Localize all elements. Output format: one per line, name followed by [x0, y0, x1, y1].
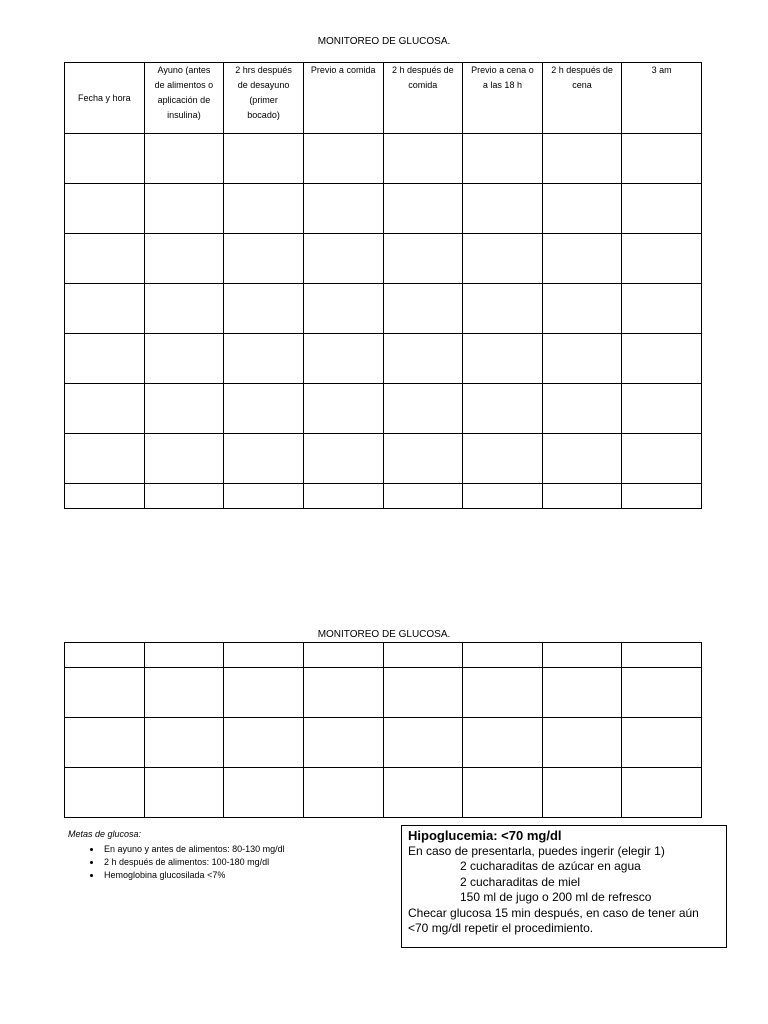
entry-cell[interactable]	[542, 234, 622, 284]
entry-cell[interactable]	[224, 643, 304, 668]
entry-cell[interactable]	[383, 384, 463, 434]
column-header-label: Previo a comida	[310, 65, 376, 75]
entry-cell[interactable]	[144, 643, 224, 668]
entry-cell[interactable]	[463, 234, 543, 284]
entry-cell[interactable]	[65, 718, 145, 768]
entry-cell[interactable]	[383, 134, 463, 184]
entry-cell[interactable]	[65, 484, 145, 509]
entry-cell[interactable]	[65, 184, 145, 234]
entry-cell[interactable]	[383, 184, 463, 234]
entry-cell[interactable]	[542, 434, 622, 484]
entry-cell[interactable]	[144, 718, 224, 768]
entry-cell[interactable]	[144, 768, 224, 818]
entry-cell[interactable]	[622, 384, 702, 434]
table-row	[65, 434, 702, 484]
table-row	[65, 384, 702, 434]
column-header	[622, 63, 702, 134]
entry-cell[interactable]	[463, 718, 543, 768]
column-header	[303, 63, 383, 134]
entry-cell[interactable]	[622, 334, 702, 384]
entry-cell[interactable]	[622, 184, 702, 234]
entry-cell[interactable]	[224, 484, 304, 509]
glucose-goals	[68, 828, 285, 882]
entry-cell[interactable]	[383, 284, 463, 334]
entry-cell[interactable]	[224, 134, 304, 184]
table-row	[65, 643, 702, 668]
entry-cell[interactable]	[303, 384, 383, 434]
entry-cell[interactable]	[383, 643, 463, 668]
entry-cell[interactable]	[144, 284, 224, 334]
table-row	[65, 284, 702, 334]
column-header	[542, 63, 622, 134]
entry-cell[interactable]	[383, 334, 463, 384]
hypoglycemia-option: 150 ml de jugo o 200 ml de refresco	[460, 890, 652, 904]
entry-cell[interactable]	[303, 134, 383, 184]
entry-cell[interactable]	[463, 484, 543, 509]
entry-cell[interactable]	[65, 284, 145, 334]
entry-cell[interactable]	[542, 134, 622, 184]
hypoglycemia-title: Hipoglucemia: <70 mg/dl	[408, 828, 562, 843]
entry-cell[interactable]	[622, 134, 702, 184]
table-row	[65, 184, 702, 234]
entry-cell[interactable]	[383, 434, 463, 484]
entry-cell[interactable]	[65, 234, 145, 284]
table-row	[65, 234, 702, 284]
table-row	[65, 334, 702, 384]
entry-cell[interactable]	[65, 668, 145, 718]
column-header-label: 2 hrs después de desayuno (primer bocado)	[235, 65, 292, 120]
hypoglycemia-option: 2 cucharaditas de azúcar en agua	[460, 859, 641, 873]
entry-cell[interactable]	[463, 384, 543, 434]
entry-cell[interactable]	[542, 643, 622, 668]
entry-cell[interactable]	[383, 668, 463, 718]
entry-cell[interactable]	[622, 643, 702, 668]
entry-cell[interactable]	[463, 768, 543, 818]
entry-cell[interactable]	[622, 668, 702, 718]
table-row	[65, 718, 702, 768]
hypoglycemia-box	[401, 825, 727, 948]
column-header	[65, 63, 145, 134]
entry-cell[interactable]	[303, 234, 383, 284]
column-header-label: 2 h después de cena	[551, 65, 613, 90]
column-header	[224, 63, 304, 134]
entry-cell[interactable]	[622, 768, 702, 818]
list-item: • 2 h después de alimentos: 100-180 mg/dl	[102, 856, 285, 869]
entry-cell[interactable]	[463, 134, 543, 184]
column-header	[383, 63, 463, 134]
entry-cell[interactable]	[224, 184, 304, 234]
entry-cell[interactable]	[65, 768, 145, 818]
entry-cell[interactable]	[383, 234, 463, 284]
entry-cell[interactable]	[303, 643, 383, 668]
entry-cell[interactable]	[622, 434, 702, 484]
entry-cell[interactable]	[65, 134, 145, 184]
column-header	[144, 63, 224, 134]
entry-cell[interactable]	[65, 643, 145, 668]
glucose-log-table-2	[64, 642, 702, 818]
entry-cell[interactable]	[303, 184, 383, 234]
entry-cell[interactable]	[463, 434, 543, 484]
entry-cell[interactable]	[144, 384, 224, 434]
entry-cell[interactable]	[303, 334, 383, 384]
entry-cell[interactable]	[303, 484, 383, 509]
entry-cell[interactable]	[463, 334, 543, 384]
column-header-label: Previo a cena o a las 18 h	[471, 65, 534, 90]
column-header-label: Ayuno (antes de alimentos o aplicación de insulina)	[154, 65, 214, 120]
entry-cell[interactable]	[622, 484, 702, 509]
entry-cell[interactable]	[303, 434, 383, 484]
entry-cell[interactable]	[224, 768, 304, 818]
page-title: MONITOREO DE GLUCOSA.	[317, 36, 451, 47]
entry-cell[interactable]	[622, 234, 702, 284]
entry-cell[interactable]	[542, 668, 622, 718]
column-header	[463, 63, 543, 134]
entry-cell[interactable]	[542, 484, 622, 509]
entry-cell[interactable]	[303, 284, 383, 334]
glucose-log-table	[64, 62, 702, 509]
entry-cell[interactable]	[303, 718, 383, 768]
entry-cell[interactable]	[224, 234, 304, 284]
hypoglycemia-instruction: Checar glucosa 15 min después, en caso de tener aún <70 mg/dl repetir el procedimiento.	[408, 905, 699, 935]
table-row	[65, 484, 702, 509]
entry-cell[interactable]	[303, 768, 383, 818]
entry-cell[interactable]	[144, 134, 224, 184]
column-header-label: 3 am	[651, 65, 672, 75]
entry-cell[interactable]	[224, 284, 304, 334]
section-title: MONITOREO DE GLUCOSA.	[317, 629, 451, 640]
table-header-row	[65, 63, 702, 134]
entry-cell[interactable]	[144, 668, 224, 718]
glucose-goals-list	[68, 843, 285, 882]
table-row	[65, 134, 702, 184]
list-item: • Hemoglobina glucosilada <7%	[102, 869, 285, 882]
entry-cell[interactable]	[463, 184, 543, 234]
entry-cell[interactable]	[383, 768, 463, 818]
entry-cell[interactable]	[463, 284, 543, 334]
entry-cell[interactable]	[303, 668, 383, 718]
column-header-label: 2 h después de comida	[392, 65, 454, 90]
entry-cell[interactable]	[65, 334, 145, 384]
entry-cell[interactable]	[542, 334, 622, 384]
entry-cell[interactable]	[144, 334, 224, 384]
table-row	[65, 768, 702, 818]
entry-cell[interactable]	[224, 718, 304, 768]
table-row	[65, 668, 702, 718]
entry-cell[interactable]	[224, 334, 304, 384]
entry-cell[interactable]	[542, 768, 622, 818]
entry-cell[interactable]	[224, 668, 304, 718]
entry-cell[interactable]	[622, 718, 702, 768]
entry-cell[interactable]	[224, 384, 304, 434]
entry-cell[interactable]	[65, 384, 145, 434]
entry-cell[interactable]	[144, 484, 224, 509]
entry-cell[interactable]	[542, 718, 622, 768]
list-item: • En ayuno y antes de alimentos: 80-130 mg/dl	[102, 843, 285, 856]
entry-cell[interactable]	[463, 668, 543, 718]
entry-cell[interactable]	[542, 284, 622, 334]
entry-cell[interactable]	[144, 234, 224, 284]
hypoglycemia-option: 2 cucharaditas de miel	[460, 874, 581, 889]
entry-cell[interactable]	[383, 718, 463, 768]
glucose-goals-heading: Metas de glucosa:	[68, 829, 142, 839]
entry-cell[interactable]	[463, 643, 543, 668]
hypoglycemia-intro: En caso de presentarla, puedes ingerir (elegir 1)	[408, 843, 665, 858]
entry-cell[interactable]	[542, 184, 622, 234]
column-header-label: Fecha y hora	[78, 92, 131, 103]
entry-cell[interactable]	[622, 284, 702, 334]
entry-cell[interactable]	[65, 434, 145, 484]
entry-cell[interactable]	[542, 384, 622, 434]
entry-cell[interactable]	[383, 484, 463, 509]
entry-cell[interactable]	[144, 434, 224, 484]
entry-cell[interactable]	[144, 184, 224, 234]
entry-cell[interactable]	[224, 434, 304, 484]
